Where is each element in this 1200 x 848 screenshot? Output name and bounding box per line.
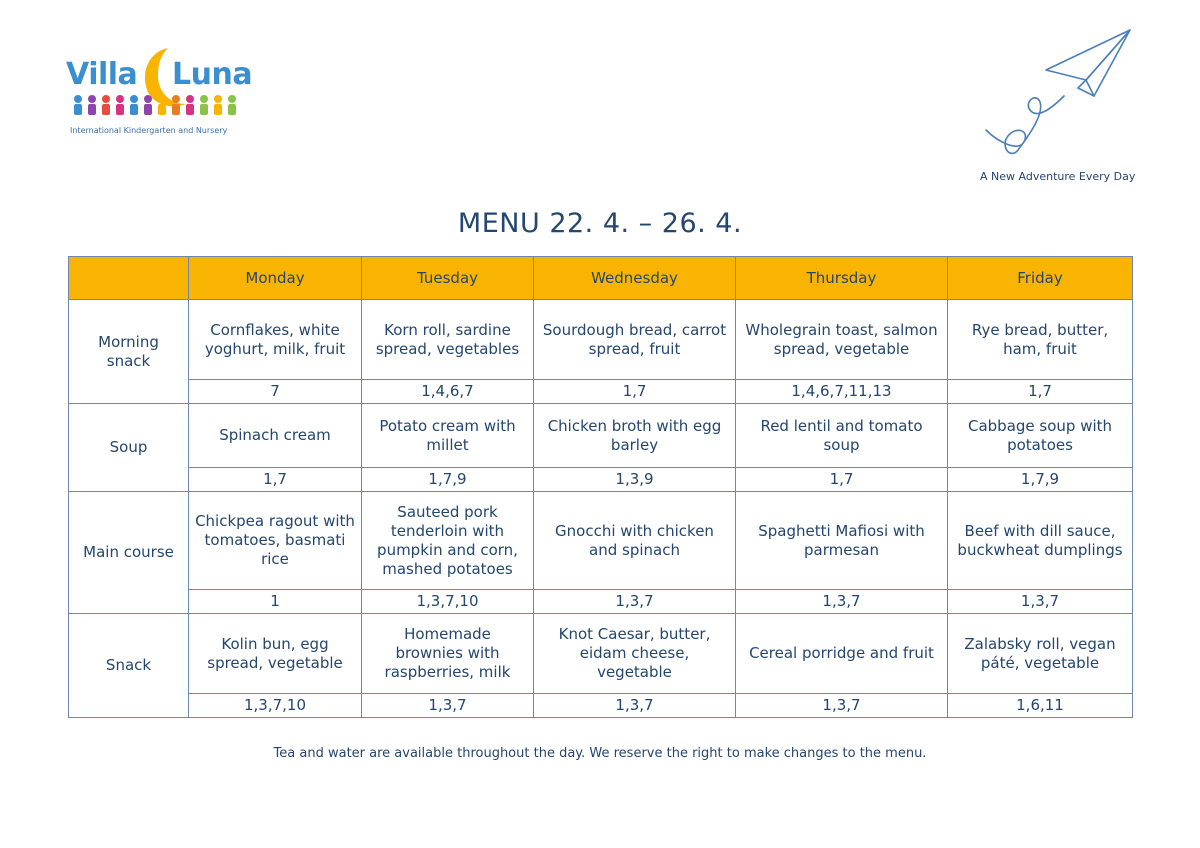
allergen-row (69, 380, 1133, 404)
logo-tagline: International Kindergarten and Nursery (70, 126, 228, 135)
allergen-cell: 7 (189, 380, 362, 404)
slogan: A New Adventure Every Day (980, 170, 1136, 183)
allergen-cell: 1,7 (736, 468, 948, 492)
dish-cell: Potato cream with millet (362, 404, 534, 468)
dish-cell: Kolin bun, egg spread, vegetable (189, 614, 362, 694)
allergen-cell: 1,7,9 (362, 468, 534, 492)
day-header: Monday (189, 257, 362, 300)
dish-cell: Chicken broth with egg barley (534, 404, 736, 468)
allergen-cell: 1 (189, 590, 362, 614)
meal-label: Morning snack (69, 300, 189, 404)
allergen-cell: 1,3,7 (534, 590, 736, 614)
allergen-cell: 1,3,9 (534, 468, 736, 492)
allergen-row (69, 590, 1133, 614)
meal-label: Soup (69, 404, 189, 492)
dish-row (69, 492, 1133, 590)
corner-cell (69, 257, 189, 300)
dish-row (69, 300, 1133, 380)
villa-luna-logo (66, 44, 256, 144)
allergen-cell: 1,3,7 (362, 694, 534, 718)
allergen-cell: 1,3,7 (948, 590, 1133, 614)
day-header: Thursday (736, 257, 948, 300)
logo-name-villa: Villa (66, 57, 138, 92)
dish-cell: Gnocchi with chicken and spinach (534, 492, 736, 590)
logo-name-luna: Luna (172, 57, 253, 92)
dish-row (69, 404, 1133, 468)
allergen-row (69, 694, 1133, 718)
allergen-cell: 1,4,6,7,11,13 (736, 380, 948, 404)
day-header: Wednesday (534, 257, 736, 300)
allergen-cell: 1,7 (948, 380, 1133, 404)
dish-cell: Spinach cream (189, 404, 362, 468)
dish-cell: Beef with dill sauce, buckwheat dumplings (948, 492, 1133, 590)
dish-cell: Spaghetti Mafiosi with parmesan (736, 492, 948, 590)
allergen-cell: 1,7,9 (948, 468, 1133, 492)
paper-plane-icon (978, 26, 1138, 161)
dish-cell: Cereal porridge and fruit (736, 614, 948, 694)
allergen-cell: 1,6,11 (948, 694, 1133, 718)
day-header: Tuesday (362, 257, 534, 300)
allergen-cell: 1,4,6,7 (362, 380, 534, 404)
meal-label: Snack (69, 614, 189, 718)
allergen-row (69, 468, 1133, 492)
footer-note: Tea and water are available throughout the day. We reserve the right to make changes to the menu. (273, 746, 927, 761)
allergen-cell: 1,3,7,10 (362, 590, 534, 614)
dish-cell: Knot Caesar, butter, eidam cheese, vegetable (534, 614, 736, 694)
dish-cell: Rye bread, butter, ham, fruit (948, 300, 1133, 380)
dish-cell: Sourdough bread, carrot spread, fruit (534, 300, 736, 380)
allergen-cell: 1,3,7 (736, 694, 948, 718)
dish-cell: Sauteed pork tenderloin with pumpkin and corn, mashed potatoes (362, 492, 534, 590)
children-figures-icon (70, 94, 240, 116)
dish-cell: Wholegrain toast, salmon spread, vegetable (736, 300, 948, 380)
dish-cell: Cabbage soup with potatoes (948, 404, 1133, 468)
allergen-cell: 1,7 (534, 380, 736, 404)
page-title: MENU 22. 4. – 26. 4. (457, 208, 743, 239)
header-row (69, 257, 1133, 300)
day-header: Friday (948, 257, 1133, 300)
allergen-cell: 1,7 (189, 468, 362, 492)
meal-label: Main course (69, 492, 189, 614)
allergen-cell: 1,3,7 (534, 694, 736, 718)
dish-cell: Chickpea ragout with tomatoes, basmati rice (189, 492, 362, 590)
dish-cell: Red lentil and tomato soup (736, 404, 948, 468)
dish-cell: Korn roll, sardine spread, vegetables (362, 300, 534, 380)
dish-row (69, 614, 1133, 694)
allergen-cell: 1,3,7 (736, 590, 948, 614)
dish-cell: Homemade brownies with raspberries, milk (362, 614, 534, 694)
allergen-cell: 1,3,7,10 (189, 694, 362, 718)
menu-table (68, 256, 1133, 718)
dish-cell: Zalabsky roll, vegan páté, vegetable (948, 614, 1133, 694)
dish-cell: Cornflakes, white yoghurt, milk, fruit (189, 300, 362, 380)
